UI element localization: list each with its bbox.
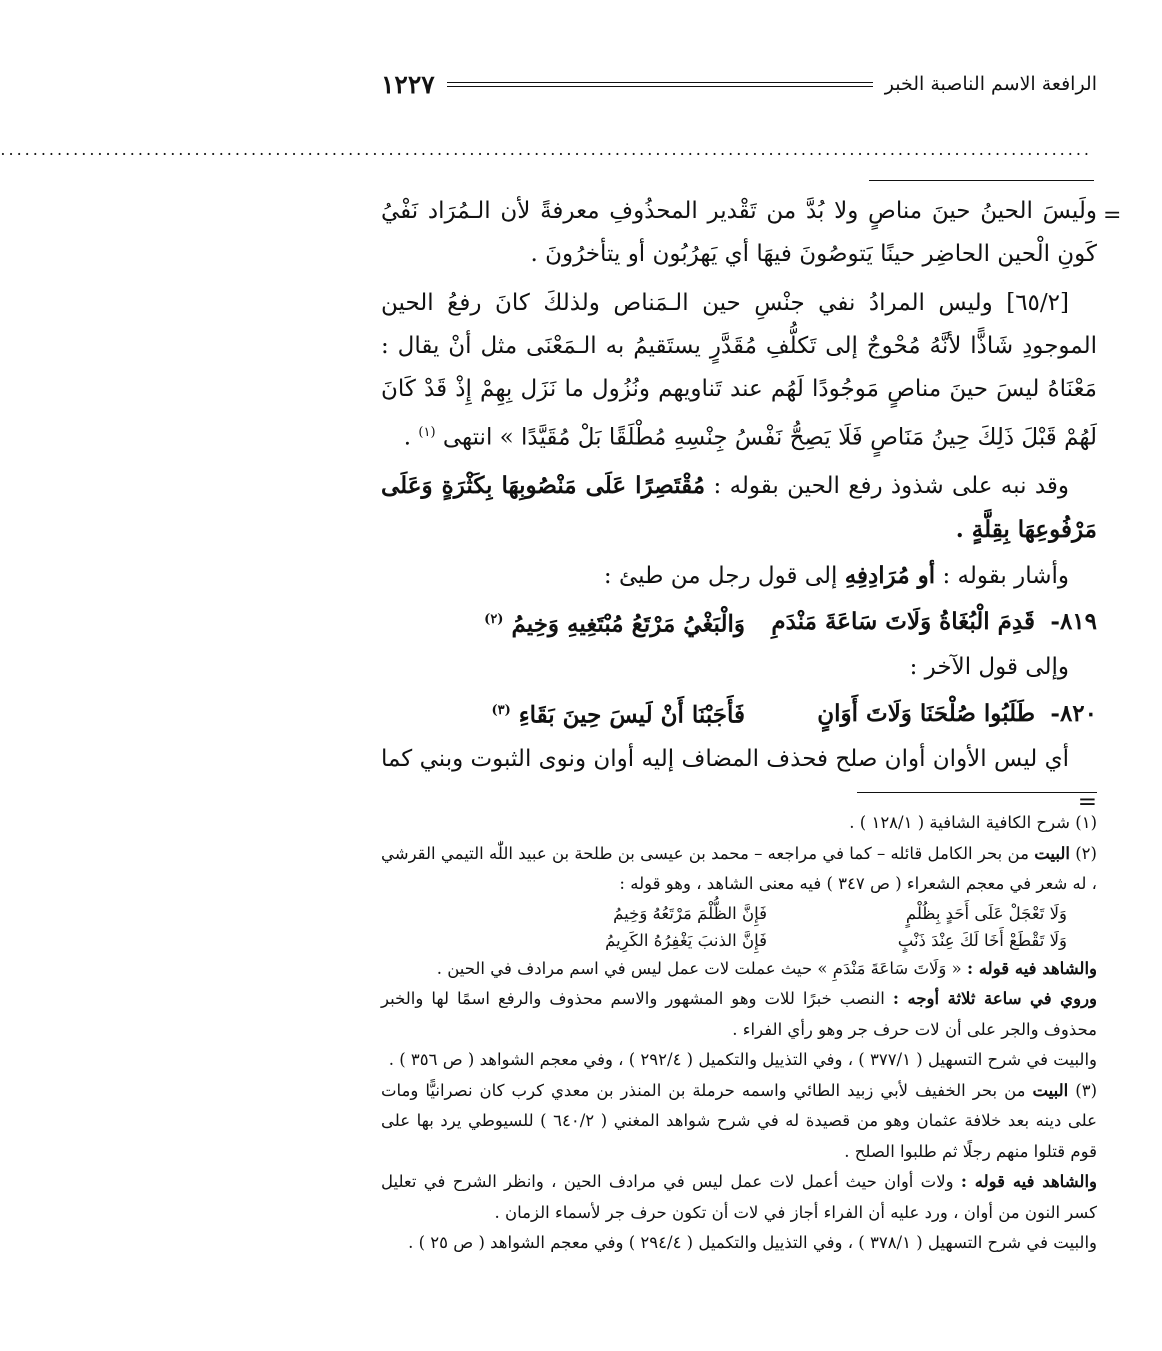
footnote-1: (١) شرح الكافية الشافية ( ١٢٨/١ ) . <box>849 813 1097 832</box>
footnote-2-variants <box>381 984 1097 1045</box>
paragraph-4-rest: إلى قول رجل من طيئ : <box>603 562 838 589</box>
paragraph-5: وإلى قول الآخر : <box>909 654 1069 681</box>
hemistich-b: فَإِنَّ الظُّلْمَ مَرْتَعُهُ وَخِيمُ <box>613 903 767 923</box>
witness-label: والشاهد فيه قوله : <box>966 958 1097 978</box>
footnote-2-witness <box>381 954 1097 985</box>
variants-label: وروي في ساعة ثلاثة أوجه : <box>892 989 1097 1008</box>
paragraph-2 <box>381 282 1097 460</box>
footnote-3-sources: والبيت في شرح التسهيل ( ٣٧٨/١ ) ، وفي التذييل والتكميل ( ٢٩٤/٤ ) وفي معجم الشواهد ( ص ٢٥ ) . <box>408 1233 1097 1252</box>
footnote-2-text: من بحر الكامل قائله – كما في مراجعه – محمد بن عيسى بن طلحة بن عبيد اللّٰه التيمي القرشي ، له شعر في معجم الشعراء ( ص ٣٤٧ ) فيه معنى الشاهد ، وهو قوله : <box>381 843 1097 893</box>
main-text <box>381 190 1097 824</box>
continuation-mark: = <box>1103 203 1122 228</box>
paragraph-6: أي ليس الأوان أوان صلح فحذف المضاف إليه أوان ونوى الثبوت وبني كما = <box>381 745 1097 815</box>
hemistich-b: فَإِنَّ الذنبَ يَغْفِرُهُ الكَرِيمُ <box>605 930 767 950</box>
paragraph-3-quote: مُقْتَصِرًا عَلَى مَنْصُوبِهَا بِكَثْرَةٍ وَعَلَى مَرْفُوعِهَا بِقِلَّةٍ . <box>381 471 1097 543</box>
paragraph-4-quote: أو مُرَادِفِهِ <box>844 561 936 589</box>
hemistich-a: وَلَا تَقْطَعْ أَخَا لَكَ عِنْدَ ذَنْبٍ <box>897 930 1067 950</box>
witness-text: « وَلَاتَ سَاعَةَ مَنْدَمِ » حيث عملت لات عمل ليس في اسم مرادف في الحين . <box>436 958 962 978</box>
dotted-separator: ....................................................................................................................................... <box>0 140 1092 159</box>
paragraph-2-end: . <box>403 424 412 451</box>
hemistich-a: وَلَا تَعْجَلْ عَلَى أَحَدٍ بِظُلْمٍ <box>905 903 1067 923</box>
paragraph-4 <box>381 554 1097 598</box>
footnotes <box>381 808 1097 1259</box>
footnote-3-witness <box>381 1167 1097 1228</box>
footnote-2-verse-1 <box>381 900 1097 927</box>
verse-first-hemistich: قَدِمَ الْبُغَاةُ وَلَاتَ سَاعَةَ مَنْدَمِ <box>771 607 1035 635</box>
footnote-2-sources: والبيت في شرح التسهيل ( ٣٧٧/١ ) ، وفي التذييل والتكميل ( ٢٩٢/٤ ) ، وفي معجم الشواهد ( ص ٣٥٦ ) . <box>388 1050 1097 1069</box>
footnote-2-verse-2 <box>381 927 1097 954</box>
verse-820 <box>381 689 1097 738</box>
page-header <box>381 66 1097 102</box>
witness-text: ولات أوان حيث أعمل لات عمل ليس في مرادف الحين ، وانظر الشرح في تعليل كسر النون من أوان ، ورد عليه أن الفراء أجاز في لات أن تكون حرف جر لأسماء الزمان . <box>381 1172 1097 1222</box>
footnote-3 <box>381 1076 1097 1168</box>
footnote-3-text: من بحر الخفيف لأبي زبيد الطائي واسمه حرملة بن المنذر بن معدي كرب كان نصرانيًّا ومات على دينه بعد خلافة عثمان وهو من قصيدة له في شرح شواهد المغني ( ٦٤٠/٢ ) للسيوطي يرد بها على قوم قتلوا منهم رجلًا ثم طلبوا الصلح . <box>381 1080 1097 1161</box>
paragraph-2-text: [٦٥/٢] وليس المرادُ نفي جنْسِ حين الـمَناص ولذلكَ كانَ رفعُ الحين الموجودِ شَاذًّا لأنَّهُ مُحْوجٌ إلى تَكلُّفِ مُقَدَّرٍ يستَقيمُ به الـمَعْنَى مثل أنْ يقال : مَعْنَاهُ ليسَ حينَ مناصٍ مَوجُودًا لَهُم عند تَناويهم ونُزُول ما نَزَل بِهِمْ إِذْ قَدْ كَانَ لَهُمْ قَبْلَ ذَلِكَ حِينُ مَنَاصٍ فَلَا يَصِحُّ نَفْسُ جِنْسِهِ مُطْلَقًا بَلْ مُقَيَّدًا » انتهى <box>381 290 1097 451</box>
footnote-ref-3: (٣) <box>491 703 511 719</box>
variants-text: النصب خبرًا للات وهو المشهور والاسم محذوف والرفع اسمًا لها والخبر محذوف والجر على أن لات حرف جر وهو رأي الفراء . <box>381 989 1097 1039</box>
paragraph-4-lead: وأشار بقوله : <box>942 562 1069 589</box>
footnote-ref-1: (١) <box>418 425 436 440</box>
footnote-3-bold: البيت <box>1032 1080 1069 1100</box>
footnote-3-number: (٣) <box>1075 1080 1097 1100</box>
verse-second-hemistich <box>445 689 745 738</box>
verse-first-hemistich: طَلَبُوا صُلْحَنَا وَلَاتَ أَوَانٍ <box>817 699 1035 727</box>
footnote-ref-2: (٢) <box>484 611 504 627</box>
footnote-2 <box>381 839 1097 900</box>
paragraph-3-lead: وقد نبه على شذوذ رفع الحين بقوله : <box>713 472 1069 499</box>
witness-label: والشاهد فيه قوله : <box>960 1172 1097 1191</box>
separator-rule <box>869 180 1094 181</box>
footnote-2-number: (٢) <box>1075 843 1097 863</box>
hemistich-text: فَأَجَبْنَا أَنْ لَيسَ حِينَ بَقَاءِ <box>518 701 745 729</box>
footnote-rule <box>857 792 1097 793</box>
footnote-2-bold: البيت <box>1034 843 1070 863</box>
header-rule <box>447 82 873 87</box>
hemistich-text: وَالْبَغْيُ مَرْتَعُ مُبْتَغِيهِ وَخِيمُ <box>511 610 745 638</box>
verse-second-hemistich <box>445 598 745 647</box>
verse-number: ٨٢٠- <box>1050 699 1097 727</box>
running-title: الرافعة الاسم الناصبة الخبر <box>884 73 1097 95</box>
verse-819 <box>381 598 1097 647</box>
page-number: ١٢٢٧ <box>381 69 435 99</box>
verse-number: ٨١٩- <box>1050 607 1097 635</box>
paragraph-1: ولَيسَ الحينُ حينَ مناصٍ ولا بُدَّ من تَقْدير المحذُوفِ معرفةً لأن الـمُرَاد نَفْيُ كَونِ الْحين الحاضِر حينًا يَتوصُونَ فيهَا أي يَهرُبُون أو يتأخرُونَ . <box>381 198 1097 267</box>
paragraph-3 <box>381 464 1097 552</box>
